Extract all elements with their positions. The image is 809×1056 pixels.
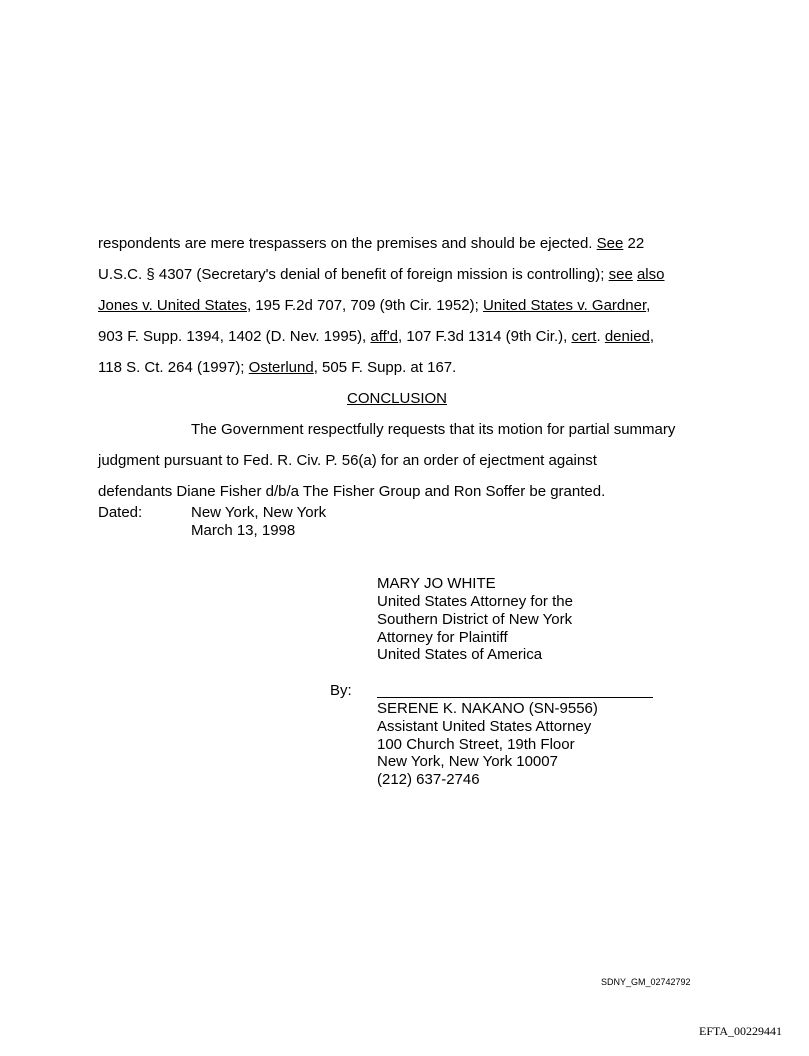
dated-date: March 13, 1998 (191, 522, 296, 539)
conclusion-line-3: defendants Diane Fisher d/b/a The Fisher Group and Ron Soffer be granted. (98, 483, 606, 500)
citation-signal: see (608, 266, 633, 283)
citation-signal: denied (604, 328, 650, 345)
efta-number: EFTA_00229441 (699, 1024, 783, 1038)
bates-number: SDNY_GM_02742792 (601, 977, 691, 987)
body-line-2: U.S.C. § 4307 (Secretary's denial of benefit of foreign mission is controlling); see also (98, 266, 665, 283)
address-line-2: New York, New York 10007 (377, 753, 558, 770)
citation-signal: aff'd (370, 328, 399, 345)
signer-title: Assistant United States Attorney (377, 718, 592, 735)
case-name: United States v. Gardner (482, 297, 647, 314)
by-label: By: (330, 682, 352, 699)
case-name: Jones v. United States (98, 297, 247, 314)
conclusion-heading: CONCLUSION (346, 390, 447, 407)
citation-signal: See (596, 235, 624, 252)
phone-number: (212) 637-2746 (377, 771, 480, 788)
attorney-title-3: Attorney for Plaintiff (377, 629, 508, 646)
attorney-title-1: United States Attorney for the (377, 593, 573, 610)
body-line-5: 118 S. Ct. 264 (1997); Osterlund, 505 F. Supp. at 167. (98, 359, 457, 376)
signature-line (377, 697, 653, 698)
dated-place: New York, New York (191, 504, 327, 521)
conclusion-line-1: The Government respectfully requests that its motion for partial summary (191, 421, 676, 438)
dated-label: Dated: (98, 504, 143, 521)
body-line-1: respondents are mere trespassers on the premises and should be ejected. See 22 (98, 235, 645, 252)
citation-signal: cert (571, 328, 597, 345)
attorney-name: MARY JO WHITE (377, 575, 496, 592)
attorney-title-4: United States of America (377, 646, 543, 663)
case-name: Osterlund (248, 359, 314, 376)
body-line-3: Jones v. United States, 195 F.2d 707, 709 (9th Cir. 1952); United States v. Gardner, (98, 297, 651, 314)
conclusion-line-2: judgment pursuant to Fed. R. Civ. P. 56(a) for an order of ejectment against (98, 452, 597, 469)
address-line-1: 100 Church Street, 19th Floor (377, 736, 575, 753)
citation-signal: also (636, 266, 665, 283)
signer-name: SERENE K. NAKANO (SN-9556) (377, 700, 598, 717)
attorney-title-2: Southern District of New York (377, 611, 573, 628)
body-line-4: 903 F. Supp. 1394, 1402 (D. Nev. 1995), aff'd, 107 F.3d 1314 (9th Cir.), cert. denied, (98, 328, 655, 345)
